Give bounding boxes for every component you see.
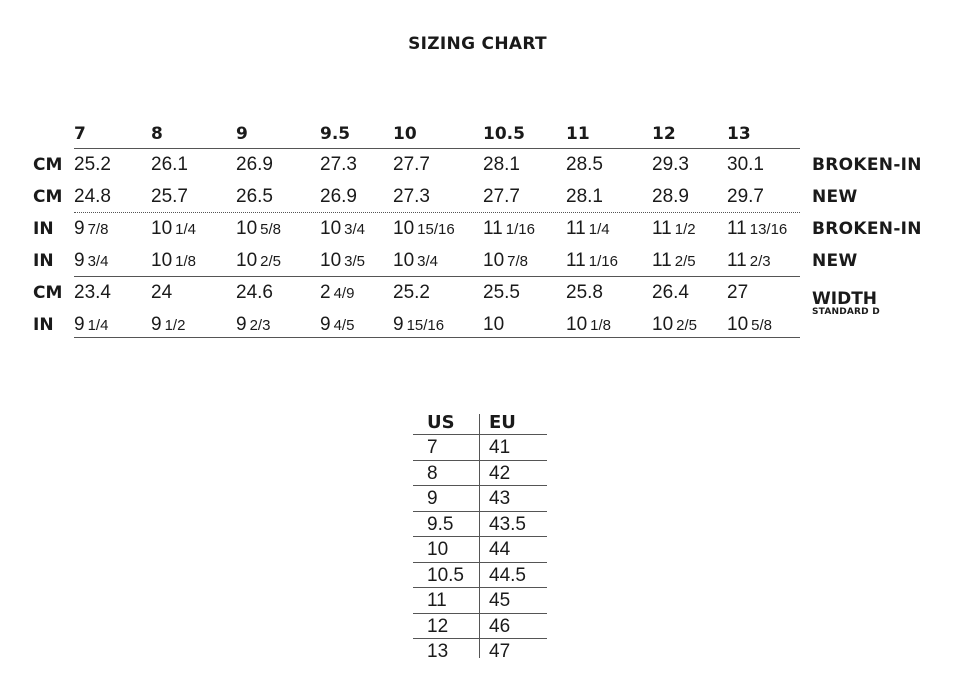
size-value-whole: 28.1 [566, 186, 603, 207]
size-value-whole: 9 [74, 218, 85, 239]
size-value-whole: 10 [393, 218, 415, 239]
size-value-whole: 26.9 [320, 186, 357, 207]
size-value [393, 283, 430, 302]
width-label-main: WIDTH [812, 289, 878, 309]
size-value-fraction: 4/5 [333, 317, 355, 334]
unit-label: CM [33, 155, 63, 175]
size-value [320, 283, 354, 302]
size-value-fraction: 1/16 [588, 253, 618, 270]
size-value-whole: 26.1 [151, 154, 188, 175]
size-value-fraction: 1/8 [590, 317, 611, 334]
size-value-fraction: 1/8 [175, 253, 196, 270]
size-value-whole: 28.5 [566, 154, 603, 175]
size-value [320, 187, 357, 206]
table-rule [74, 337, 800, 338]
size-value [566, 187, 603, 206]
size-header: 9.5 [320, 124, 351, 144]
size-value [393, 219, 455, 238]
size-value [566, 251, 618, 270]
size-value [151, 155, 188, 174]
size-value-whole: 27.3 [320, 154, 357, 175]
size-value-whole: 11 [727, 218, 747, 239]
size-value [236, 219, 281, 238]
size-value-whole: 24.6 [236, 282, 273, 303]
size-value-whole: 24 [151, 282, 173, 303]
size-value-fraction: 15/16 [417, 221, 455, 238]
size-value [393, 187, 430, 206]
size-header: 12 [652, 124, 676, 144]
eu-size-value: 44 [489, 539, 511, 560]
size-value [727, 251, 771, 270]
size-value-fraction: 1/4 [175, 221, 196, 238]
size-value-fraction: 7/8 [507, 253, 528, 270]
size-value-fraction: 4/9 [333, 285, 355, 302]
conversion-rule [413, 613, 547, 614]
size-value-whole: 26.9 [236, 154, 273, 175]
size-value [652, 251, 696, 270]
size-header: 7 [74, 124, 86, 144]
size-value-fraction: 7/8 [87, 221, 109, 238]
us-header: US [427, 412, 455, 433]
size-value [727, 187, 764, 206]
size-value [483, 155, 520, 174]
size-value-whole: 11 [483, 218, 503, 239]
us-size-value: 11 [427, 590, 447, 611]
size-value-whole: 27.3 [393, 186, 430, 207]
size-value-fraction: 2/3 [749, 253, 771, 270]
eu-size-value: 44.5 [489, 564, 526, 586]
size-value [236, 283, 273, 302]
size-value-whole: 10 [320, 218, 342, 239]
size-value-whole: 11 [566, 218, 586, 239]
conversion-rule [413, 511, 547, 512]
size-value-fraction: 3/5 [344, 253, 365, 270]
eu-size-value: 47 [489, 641, 511, 662]
size-value [483, 283, 520, 302]
eu-size-value: 45 [489, 590, 511, 611]
size-value [151, 219, 196, 238]
size-value [236, 251, 281, 270]
size-value-whole: 10 [151, 250, 173, 271]
size-value-whole: 11 [566, 250, 586, 271]
size-value [151, 315, 185, 334]
conversion-rule [413, 562, 547, 563]
size-value [320, 251, 365, 270]
size-value [483, 187, 520, 206]
table-rule [74, 148, 800, 149]
size-value-whole: 29.7 [727, 186, 764, 207]
width-label [812, 291, 880, 317]
size-value-whole: 26.4 [652, 282, 689, 303]
size-value-fraction: 3/4 [344, 221, 365, 238]
size-value-fraction: 1/16 [505, 221, 535, 238]
size-value-whole: 24.8 [74, 186, 111, 207]
size-value-whole: 10 [236, 250, 258, 271]
size-value-whole: 11 [727, 250, 747, 271]
size-value-whole: 23.4 [74, 282, 111, 303]
eu-size-value: 41 [489, 437, 511, 458]
us-size-value: 10.5 [427, 564, 464, 586]
size-value-fraction: 2/5 [676, 317, 697, 334]
size-value-whole: 25.2 [393, 282, 430, 303]
size-value-fraction: 13/16 [749, 221, 788, 238]
unit-label: CM [33, 283, 63, 303]
size-value-whole: 26.5 [236, 186, 273, 207]
size-value [74, 315, 108, 334]
size-value [727, 283, 748, 302]
size-value-fraction: 3/4 [417, 253, 438, 270]
us-size-value: 8 [427, 462, 438, 484]
size-value-fraction: 2/5 [260, 253, 281, 270]
size-value-whole: 9 [151, 314, 162, 335]
size-value [393, 315, 444, 334]
size-value [151, 187, 188, 206]
table-rule [74, 212, 800, 213]
size-value [320, 219, 365, 238]
size-value [151, 283, 172, 302]
size-value [483, 251, 528, 270]
size-value-whole: 11 [652, 250, 672, 271]
size-value [320, 315, 354, 334]
size-value [652, 283, 689, 302]
eu-header: EU [489, 412, 516, 433]
unit-label: CM [33, 187, 63, 207]
size-value-whole: 10 [236, 218, 258, 239]
unit-label: IN [33, 315, 54, 335]
size-value-whole: 2 [320, 282, 331, 303]
size-header: 10 [393, 124, 417, 144]
table-rule [74, 276, 800, 277]
size-value [74, 155, 111, 174]
row-label: BROKEN-IN [812, 219, 922, 239]
conversion-rule [413, 434, 547, 435]
size-header: 11 [566, 124, 590, 144]
row-label: BROKEN-IN [812, 155, 922, 175]
size-value-whole: 27 [727, 282, 749, 303]
size-value [566, 219, 610, 238]
size-value [727, 219, 787, 238]
size-value-whole: 10 [483, 250, 505, 271]
size-value-whole: 10 [393, 250, 415, 271]
us-size-value: 9.5 [427, 513, 454, 535]
size-header: 10.5 [483, 124, 525, 144]
size-value [566, 315, 611, 334]
us-size-value: 7 [427, 437, 438, 458]
size-value-whole: 29.3 [652, 154, 689, 175]
size-value-whole: 28.9 [652, 186, 689, 207]
unit-label: IN [33, 251, 54, 271]
size-value-whole: 10 [727, 314, 749, 335]
unit-label: IN [33, 219, 54, 239]
conversion-rule [413, 460, 547, 461]
size-value [652, 187, 689, 206]
size-value [74, 219, 108, 238]
size-value-whole: 25.2 [74, 154, 111, 175]
us-size-value: 13 [427, 641, 449, 662]
size-value-whole: 9 [74, 314, 85, 335]
size-header: 13 [727, 124, 751, 144]
size-value-whole: 28.1 [483, 154, 520, 175]
size-value-whole: 9 [320, 314, 331, 335]
size-value [483, 315, 504, 334]
eu-size-value: 46 [489, 615, 511, 637]
page-title: SIZING CHART [408, 34, 547, 54]
eu-size-value: 43 [489, 488, 511, 509]
conversion-rule [413, 638, 547, 639]
size-value [393, 251, 438, 270]
eu-size-value: 43.5 [489, 513, 526, 535]
conversion-rule [413, 536, 547, 537]
size-value [727, 315, 772, 334]
us-size-value: 12 [427, 615, 449, 637]
size-value-fraction: 1/2 [164, 317, 186, 334]
eu-size-value: 42 [489, 462, 511, 484]
us-size-value: 10 [427, 539, 449, 560]
size-value-fraction: 15/16 [406, 317, 445, 334]
size-value-fraction: 5/8 [751, 317, 772, 334]
size-value-whole: 10 [652, 314, 674, 335]
size-header: 8 [151, 124, 163, 144]
size-value [652, 219, 696, 238]
us-size-value: 9 [427, 488, 438, 509]
size-value-whole: 27.7 [393, 154, 430, 175]
size-value [236, 315, 270, 334]
size-value-whole: 10 [151, 218, 173, 239]
size-value-whole: 25.7 [151, 186, 188, 207]
conversion-rule [413, 485, 547, 486]
size-value-whole: 10 [483, 314, 505, 335]
size-value [236, 187, 273, 206]
conversion-rule [413, 587, 547, 588]
size-value [151, 251, 196, 270]
size-value-fraction: 2/3 [249, 317, 271, 334]
size-value-whole: 27.7 [483, 186, 520, 207]
size-value-whole: 25.8 [566, 282, 603, 303]
size-value [236, 155, 273, 174]
size-value [74, 251, 108, 270]
size-value [74, 283, 111, 302]
size-value-fraction: 1/4 [87, 317, 109, 334]
size-value-fraction: 2/5 [674, 253, 696, 270]
size-value-whole: 30.1 [727, 154, 764, 175]
size-value-whole: 10 [320, 250, 342, 271]
size-value [320, 155, 357, 174]
size-value-fraction: 1/2 [674, 221, 696, 238]
row-label: NEW [812, 187, 858, 207]
size-value-whole: 9 [236, 314, 247, 335]
size-value-whole: 9 [393, 314, 404, 335]
size-value [652, 155, 689, 174]
size-value [566, 283, 603, 302]
size-value-whole: 10 [566, 314, 588, 335]
size-value-whole: 9 [74, 250, 85, 271]
size-value-fraction: 5/8 [260, 221, 281, 238]
size-value [483, 219, 535, 238]
size-value-fraction: 1/4 [588, 221, 610, 238]
size-header: 9 [236, 124, 248, 144]
size-value [727, 155, 764, 174]
size-value [74, 187, 111, 206]
size-value [652, 315, 697, 334]
width-label-sub: STANDARD D [812, 307, 880, 317]
size-value-whole: 25.5 [483, 282, 520, 303]
size-value [393, 155, 430, 174]
row-label: NEW [812, 251, 858, 271]
size-value-fraction: 3/4 [87, 253, 109, 270]
size-value-whole: 11 [652, 218, 672, 239]
size-value [566, 155, 603, 174]
